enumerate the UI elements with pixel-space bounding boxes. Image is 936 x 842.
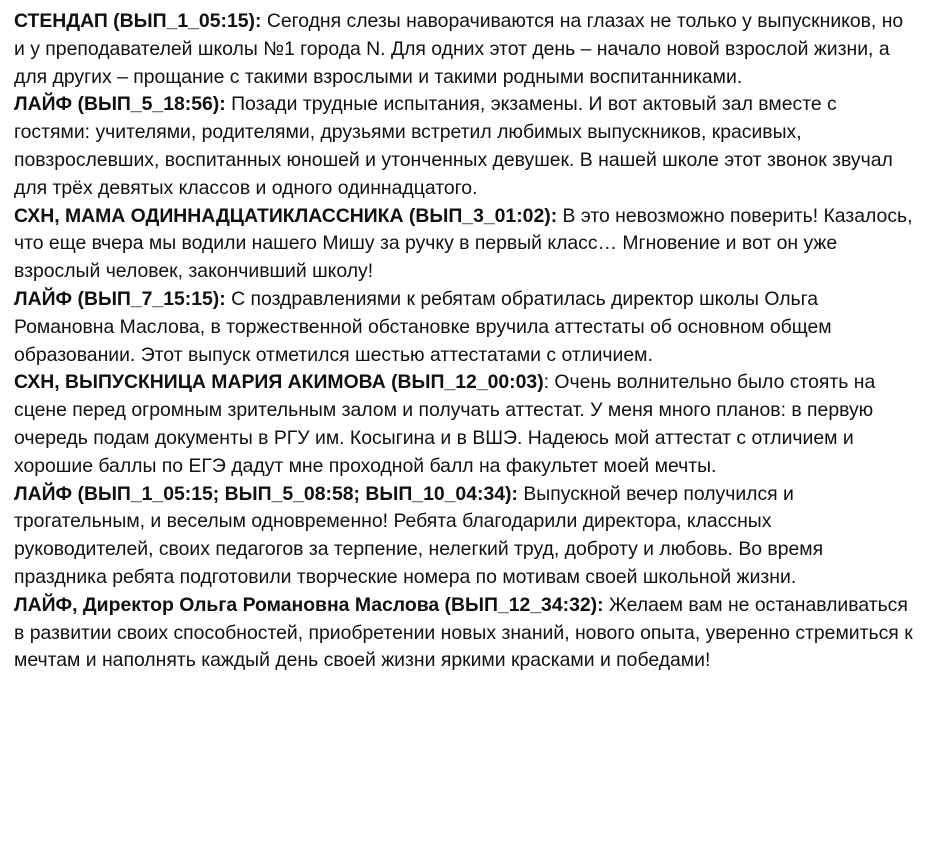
script-paragraph-sync-mother	[14, 203, 914, 286]
paragraph-text: С поздравлениями к ребятам обратилась директор школы Ольга Романовна Маслова, в торжественной обстановке вручила аттестаты об основном общем образовании. Этот выпуск отметился шестью аттестатами с отличием.	[14, 287, 832, 366]
paragraph-text: : Очень волнительно было стоять на сцене перед огромным зрительным залом и получать аттестат. У меня много планов: в первую очередь подам документы в РГУ им. Косыгина и в ВШЭ. Надеюсь мой аттестат с отличием и хорошие баллы по ЕГЭ дадут мне проходной балл на факультет моей мечты.	[14, 371, 876, 477]
speaker-label: ЛАЙФ (ВЫП_7_15:15):	[14, 287, 226, 310]
script-paragraph-life-3	[14, 481, 914, 592]
paragraph-text: Желаем вам не останавливаться в развитии своих способностей, приобретении новых знаний, нового опыта, уверенно стремиться к мечтам и наполнять каждый день своей жизни яркими красками и победами!	[14, 593, 913, 672]
script-paragraph-sync-graduate	[14, 369, 914, 480]
paragraph-text: В это невозможно поверить! Казалось, что еще вчера мы водили нашего Мишу за ручку в первый класс… Мгновение и вот он уже взрослый человек, закончивший школу!	[14, 204, 913, 283]
speaker-label: СХН, ВЫПУСКНИЦА МАРИЯ АКИМОВА (ВЫП_12_00:03)	[14, 371, 544, 394]
speaker-label: ЛАЙФ (ВЫП_1_05:15; ВЫП_5_08:58; ВЫП_10_04:34):	[14, 482, 518, 505]
speaker-label: СХН, МАМА ОДИННАДЦАТИКЛАССНИКА (ВЫП_3_01:02):	[14, 204, 558, 227]
script-paragraph-standup	[14, 8, 914, 91]
speaker-label: ЛАЙФ (ВЫП_5_18:56):	[14, 93, 226, 116]
speaker-label: ЛАЙФ, Директор Ольга Романовна Маслова (ВЫП_12_34:32):	[14, 593, 604, 616]
script-paragraph-life-1	[14, 91, 914, 202]
paragraph-text: Позади трудные испытания, экзамены. И вот актовый зал вместе с гостями: учителями, родителями, друзьями встретил любимых выпускников, красивых, повзрослевших, воспитанных юношей и утонченных девушек. В нашей школе этот звонок звучал для трёх девятых классов и одного одиннадцатого.	[14, 93, 893, 199]
script-paragraph-life-director	[14, 592, 914, 675]
speaker-label: СТЕНДАП (ВЫП_1_05:15):	[14, 10, 262, 32]
paragraph-text: Сегодня слезы наворачиваются на глазах не только у выпускников, но и у преподавателей школы №1 города N. Для одних этот день – начало новой взрослой жизни, а для других – прощание с такими взрослыми и такими родными воспитанниками.	[14, 10, 904, 88]
script-paragraph-life-2	[14, 286, 914, 369]
paragraph-text: Выпускной вечер получился и трогательным, и веселым одновременно! Ребята благодарили директора, классных руководителей, своих педагогов за терпение, нелегкий труд, доброту и любовь. Во время праздника ребята подготовили творческие номера по мотивам своей школьной жизни.	[14, 482, 824, 588]
script-document	[14, 8, 914, 675]
